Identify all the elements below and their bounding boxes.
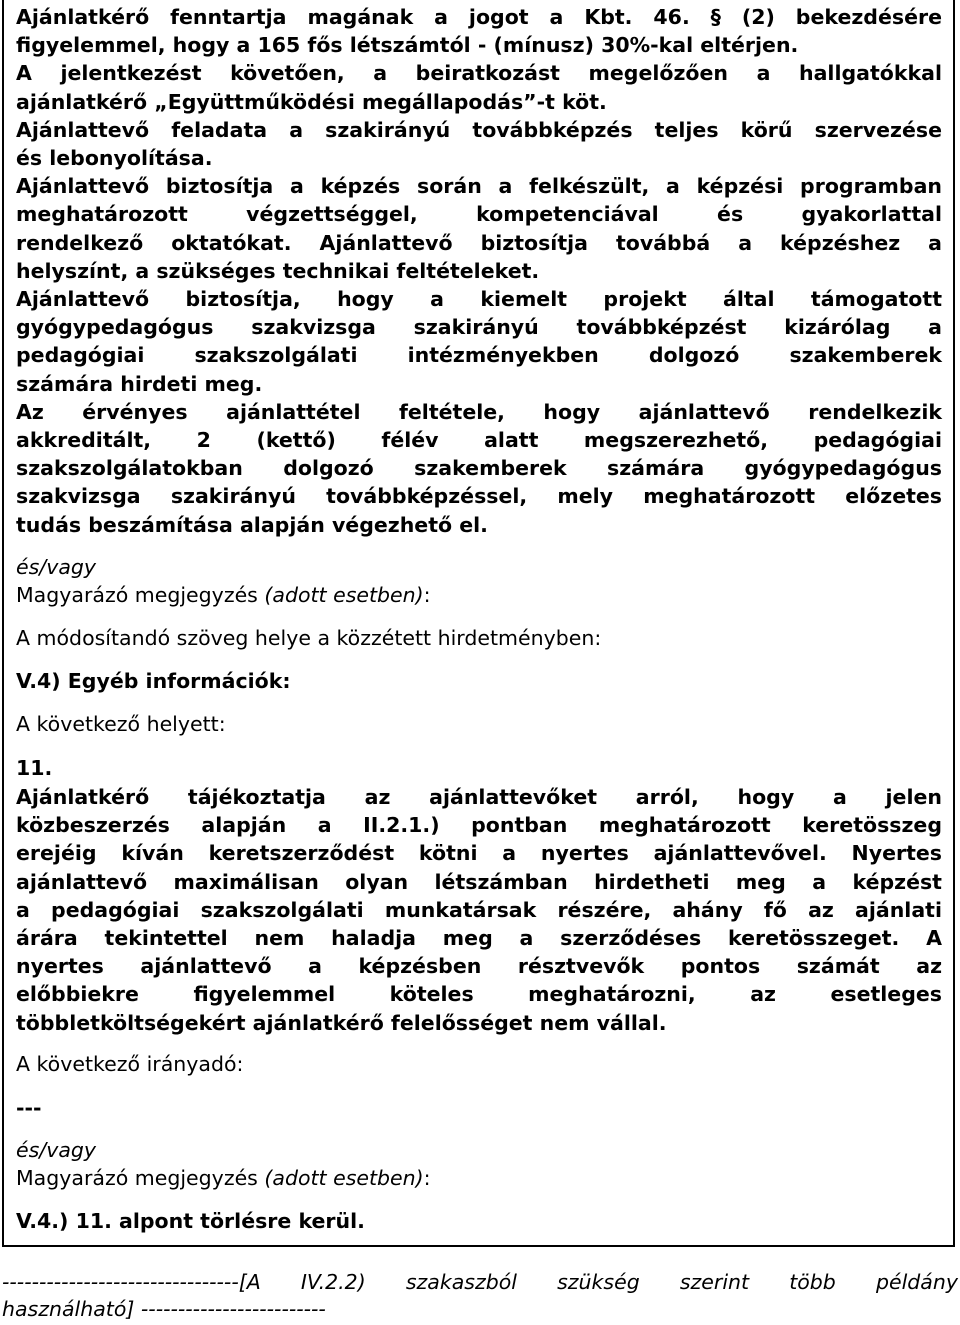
paragraph-line: tudás beszámítása alapján végezhető el.	[16, 512, 488, 537]
note-label-italic-2: (adott esetben)	[264, 1166, 424, 1190]
explanatory-note-label-2	[16, 1164, 942, 1192]
bold-paragraph-block	[16, 3, 942, 539]
item-line: előbbiekre figyelemmel köteles meghatározni, az esetleges	[16, 982, 942, 1007]
note-label-colon: :	[423, 583, 431, 607]
paragraph-line: szakszolgálatokban dolgozó szakemberek számára gyógypedagógus	[16, 456, 942, 481]
paragraph-line: Ajánlattevő biztosítja a képzés során a felkészült, a képzési programban	[16, 174, 942, 199]
item-number: 11.	[16, 756, 53, 780]
paragraph-line: Ajánlattevő biztosítja, hogy a kiemelt projekt által támogatott	[16, 287, 942, 312]
paragraph-line: rendelkező oktatókat. Ajánlattevő biztosítja továbbá a képzéshez a	[16, 230, 942, 255]
paragraph-line: számára hirdeti meg.	[16, 371, 263, 396]
paragraph-line: és lebonyolítása.	[16, 146, 213, 171]
item-line: árára tekintettel nem haladja meg a szerződéses keretösszeget. A	[16, 926, 942, 951]
footer-line-2: használható] -------------------------	[2, 1297, 326, 1321]
es-vagy-label: és/vagy	[16, 555, 97, 579]
instead-label: A következő helyett:	[16, 712, 226, 736]
footer-line-1: --------------------------------[A IV.2.2) szakaszból szükség szerint több példány	[2, 1270, 958, 1294]
item-line: erejéig kíván keretszerződést kötni a nyertes ajánlattevővel. Nyertes	[16, 841, 942, 866]
explanatory-note-label	[16, 581, 942, 609]
item-line: a pedagógiai szakszolgálati munkatársak részére, ahány fő az ajánlati	[16, 897, 942, 922]
item-line: nyertes ajánlattevő a képzésben résztvevők pontos számát az	[16, 954, 942, 979]
note-label-text: Magyarázó megjegyzés	[16, 583, 265, 607]
item-line: Ajánlatkérő tájékoztatja az ajánlattevőket arról, hogy a jelen	[16, 785, 942, 809]
paragraph-line: pedagógiai szakszolgálati intézményekben dolgozó szakemberek	[16, 343, 942, 368]
item-paragraph-block	[16, 783, 942, 1037]
es-vagy-label-2: és/vagy	[16, 1138, 97, 1162]
paragraph-line: ajánlatkérő „Együttműködési megállapodás”-t köt.	[16, 89, 607, 114]
note-label-italic: (adott esetben)	[264, 583, 424, 607]
item-line: ajánlattevő maximálisan olyan létszámban hirdetheti meg a képzést	[16, 869, 942, 894]
deletion-note: V.4.) 11. alpont törlésre kerül.	[16, 1209, 365, 1233]
modify-location-label: A módosítandó szöveg helye a közzétett hirdetményben:	[16, 626, 602, 650]
dashes: ---	[16, 1096, 42, 1120]
item-line: többletköltségekért ajánlatkérő felelősséget nem vállal.	[16, 1010, 667, 1035]
note-label-text-2: Magyarázó megjegyzés	[16, 1166, 265, 1190]
paragraph-line: gyógypedagógus szakvizsga szakirányú továbbképzést kizárólag a	[16, 315, 942, 340]
paragraph-line: akkreditált, 2 (kettő) félév alatt megszerezhető, pedagógiai	[16, 428, 942, 453]
following-label: A következő irányadó:	[16, 1052, 244, 1076]
paragraph-line: Az érvényes ajánlattétel feltétele, hogy ajánlattevő rendelkezik	[16, 399, 942, 424]
paragraph-line: szakvizsga szakirányú továbbképzéssel, mely meghatározott előzetes	[16, 484, 942, 509]
paragraph-line: Ajánlattevő feladata a szakirányú továbbképzés teljes körű szervezése	[16, 117, 942, 142]
paragraph-line: Ajánlatkérő fenntartja magának a jogot a Kbt. 46. § (2) bekezdésére	[16, 5, 942, 29]
paragraph-line: A jelentkezést követően, a beiratkozást megelőzően a hallgatókkal	[16, 61, 942, 86]
note-label-colon-2: :	[423, 1166, 431, 1190]
paragraph-line: meghatározott végzettséggel, kompetenciával és gyakorlattal	[16, 202, 942, 227]
paragraph-line: figyelemmel, hogy a 165 fős létszámtól - (mínusz) 30%-kal eltérjen.	[16, 33, 799, 58]
item-line: közbeszerzés alapján a II.2.1.) pontban meghatározott keretösszeg	[16, 813, 942, 838]
section-heading: V.4) Egyéb információk:	[16, 669, 291, 693]
paragraph-line: helyszínt, a szükséges technikai feltételeket.	[16, 258, 540, 283]
